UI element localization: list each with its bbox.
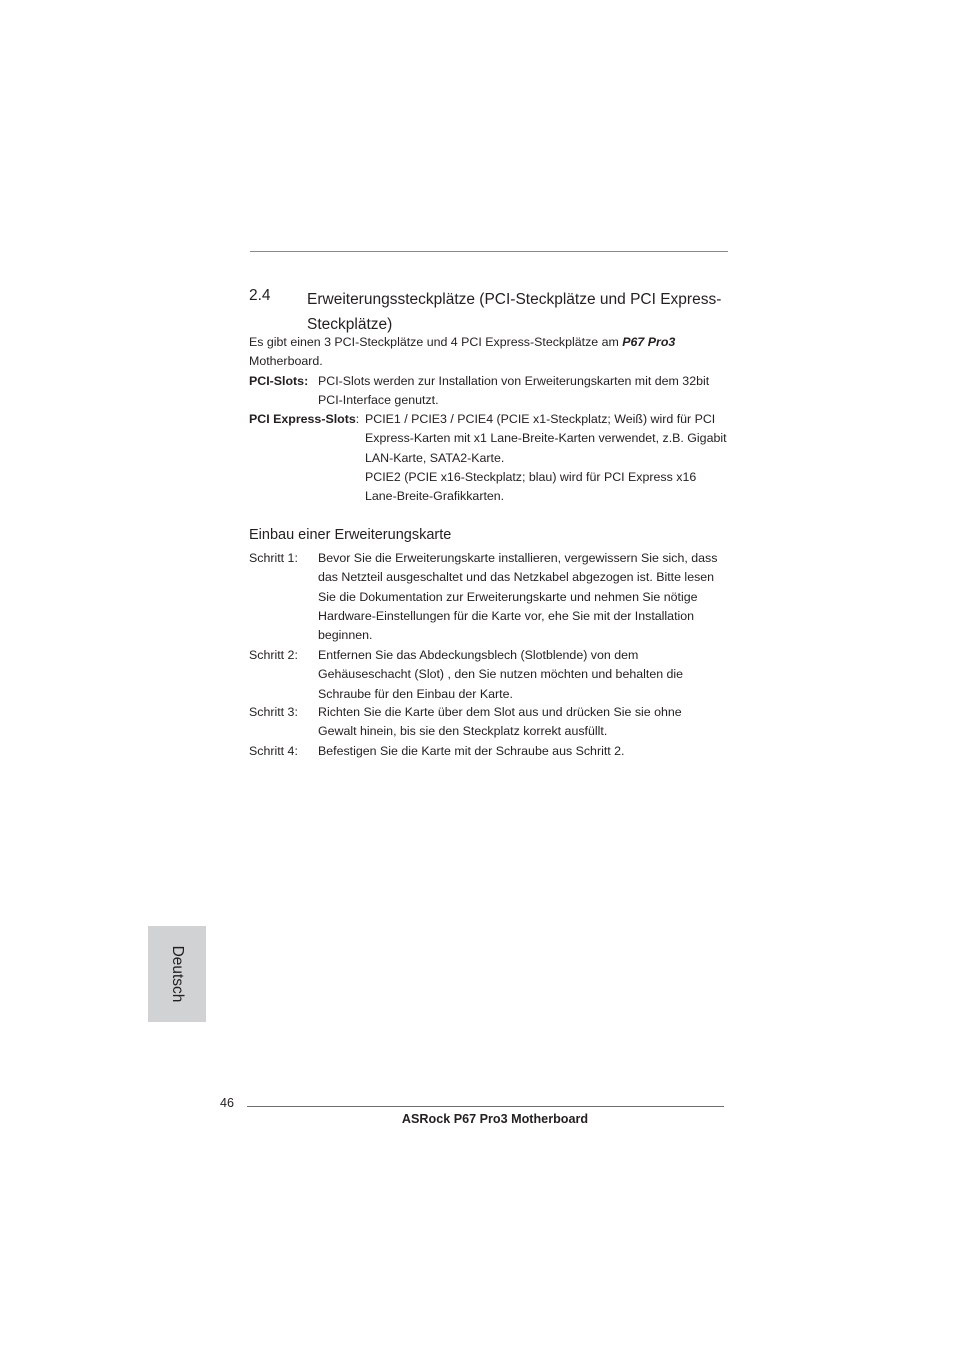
language-label: Deutsch: [169, 945, 186, 1003]
step-2-text: Entfernen Sie das Abdeckungsblech (Slotblende) von dem Gehäuseschacht (Slot) , den Sie nutzen möchten und behalten die Schraube für den Einbau der Karte.: [318, 648, 684, 701]
step-4-label: Schritt 4:: [249, 744, 298, 758]
page-number: 46: [220, 1096, 235, 1110]
section-title: Erweiterungssteckplätze (PCI-Steckplätze und PCI Express-Steckplätze): [307, 291, 722, 333]
pci-slots-label: PCI-Slots:: [249, 374, 309, 388]
intro-text: Es gibt einen 3 PCI-Steckplätze und 4 PCI Express-Steckplätze am: [249, 335, 623, 349]
intro-paragraph: [249, 333, 729, 372]
step-1-label: Schritt 1:: [249, 551, 298, 565]
footer-rule: [247, 1106, 724, 1107]
header-rule: [250, 251, 728, 252]
pcie-slots-colon: :: [355, 412, 360, 426]
section-number: 2.4: [249, 287, 271, 304]
install-title: Einbau einer Erweiterungskarte: [249, 527, 452, 543]
pcie-slots-label-wrap: [249, 410, 359, 429]
intro-model: P67 Pro3: [622, 335, 676, 349]
pci-slots-text: PCI-Slots werden zur Installation von Erweiterungskarten mit dem 32bit PCI-Interface genutzt.: [318, 374, 710, 408]
step-3-text: Richten Sie die Karte über dem Slot aus und drücken Sie sie ohne Gewalt hinein, bis sie den Steckplatz korrekt ausfüllt.: [318, 705, 682, 739]
step-4-text: Befestigen Sie die Karte mit der Schraube aus Schritt 2.: [318, 744, 625, 758]
pcie-slots-label: PCI Express-Slots: [249, 412, 356, 426]
step-3-label: Schritt 3:: [249, 705, 298, 719]
step-1-text: Bevor Sie die Erweiterungskarte installieren, vergewissern Sie sich, dass das Netzteil ausgeschaltet und das Netzkabel abgezogen ist. Bitte lesen Sie die Dokumentation zur Erweiterungskarte und nehmen Sie nötige Hardware-Einstellungen für die Karte vor, ehe Sie mit der Installation beginnen.: [318, 551, 718, 643]
pcie-slots-text-1: PCIE1 / PCIE3 / PCIE4 (PCIE x1-Steckplatz; Weiß) wird für PCI Express-Karten mit x1 Lane-Breite-Karten verwendet, z.B. Gigabit LAN-Karte, SATA2-Karte.: [365, 412, 727, 465]
step-2-label: Schritt 2:: [249, 648, 298, 662]
footer-title: ASRock P67 Pro3 Motherboard: [401, 1112, 589, 1126]
language-side-tab: [148, 926, 206, 1022]
intro-suffix: Motherboard.: [249, 354, 323, 369]
pcie-slots-text-2: PCIE2 (PCIE x16-Steckplatz; blau) wird für PCI Express x16 Lane-Breite-Grafikkarten.: [365, 470, 697, 504]
